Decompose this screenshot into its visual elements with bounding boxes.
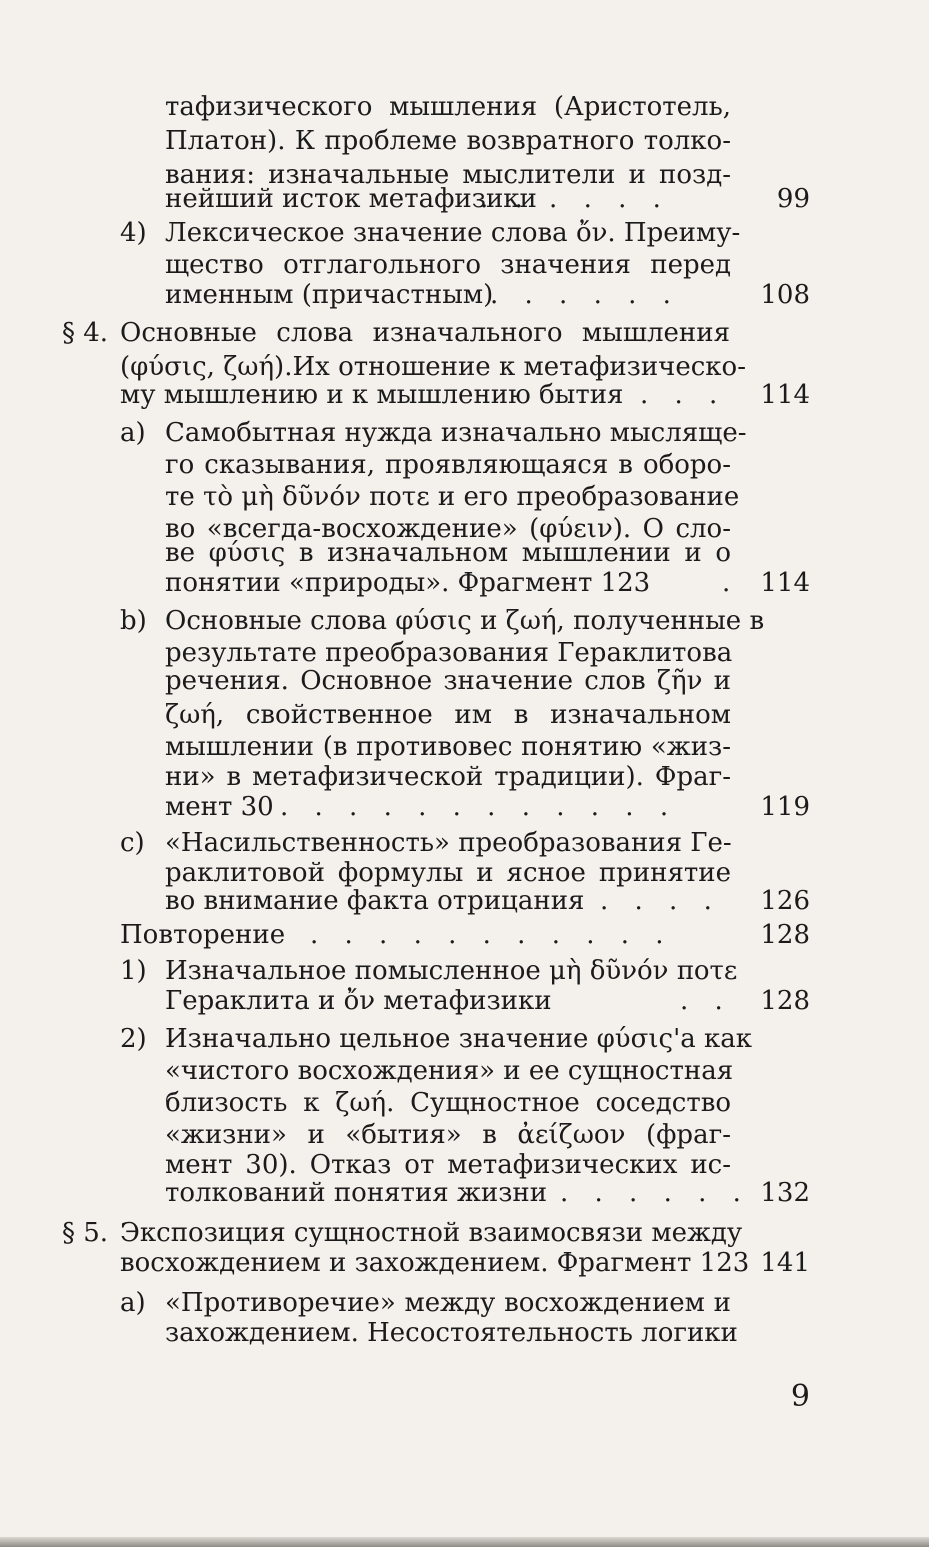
page-number: 132 <box>760 1178 810 1208</box>
toc-line: именным (причастным) <box>165 280 494 310</box>
page-number: 141 <box>760 1248 810 1278</box>
dot-leader: . . . . . . <box>490 280 680 310</box>
toc-line: Основные слова φύσις и ζωή, полученные в <box>165 606 765 636</box>
dot-leader: . . . . <box>600 886 721 916</box>
page-number: 114 <box>760 380 810 410</box>
page-bottom-edge <box>0 1537 929 1547</box>
toc-line: ве φύσις в изначальном мышлении и о <box>165 538 731 568</box>
dot-leader: . . . . . . . . . . . . <box>280 792 678 822</box>
toc-line: Самобытная нужда изначально мысляще- <box>165 418 747 448</box>
toc-line: ни» в метафизической традиции). Фраг- <box>165 762 731 792</box>
toc-line: Лексическое значение слова ὄν. Преиму- <box>165 218 741 248</box>
page-number: 114 <box>760 568 810 598</box>
page-number: 128 <box>760 986 810 1016</box>
section-label: § 4. <box>62 318 109 348</box>
toc-line: ζωή, свойственное им в изначальном <box>165 700 731 730</box>
item-label: a) <box>120 1288 146 1318</box>
toc-line: восхождением и захождением. Фрагмент 123 <box>120 1248 750 1278</box>
item-label: 2) <box>120 1024 147 1054</box>
toc-line: щество отглагольного значения перед <box>165 250 731 280</box>
dot-leader: . . . . . . <box>560 1178 750 1208</box>
page-number: 99 <box>776 184 810 214</box>
toc-line: «чистого восхождения» и ее сущностная <box>165 1056 734 1086</box>
page-number: 108 <box>760 280 810 310</box>
toc-line: му мышлению и к мышлению бытия <box>120 380 624 410</box>
item-label: 1) <box>120 956 147 986</box>
toc-line: мышлении (в противовес понятию «жиз- <box>165 732 731 762</box>
toc-line: «жизни» и «бытия» в ἀείζωον (фраг- <box>165 1120 731 1150</box>
page-number: 128 <box>760 920 810 950</box>
page-folio: 9 <box>790 1379 810 1414</box>
toc-line: Изначальное помысленное μὴ δῦνόν ποτε <box>165 956 738 986</box>
item-label: c) <box>120 828 145 858</box>
toc-line: речения. Основное значение слов ζῆν и <box>165 666 731 696</box>
item-label: b) <box>120 606 147 636</box>
toc-line: «Противоречие» между восхождением и <box>165 1288 731 1318</box>
toc-line: понятии «природы». Фрагмент 123 <box>165 568 651 598</box>
toc-line: мент 30). Отказ от метафизических ис- <box>165 1150 731 1180</box>
toc-line: Изначально цельное значение φύσις'а как <box>165 1024 753 1054</box>
item-label: 4) <box>120 218 147 248</box>
page-number: 126 <box>760 886 810 916</box>
toc-line: захождением. Несостоятельность логики <box>165 1318 738 1348</box>
dot-leader: . . . . . . <box>480 184 670 214</box>
toc-line: Платон). К проблеме возвратного толко- <box>165 126 731 156</box>
page-number: 119 <box>760 792 810 822</box>
item-label: a) <box>120 418 146 448</box>
toc-line: го сказывания, проявляющаяся в оборо- <box>165 450 731 480</box>
toc-line: Экспозиция сущностной взаимосвязи между <box>120 1218 743 1248</box>
toc-line: тафизического мышления (Аристотель, <box>165 92 731 122</box>
toc-line: Гераклита и ὄν метафизики <box>165 986 552 1016</box>
toc-line: результате преобразования Гераклитова <box>165 638 733 668</box>
toc-line: те τὸ μὴ δῦνόν ποτε и его преобразование <box>165 482 740 512</box>
dot-leader: . . . <box>640 380 727 410</box>
toc-line: (φύσις, ζωή).Их отношение к метафизическо- <box>120 352 746 382</box>
dot-leader: . . <box>680 986 732 1016</box>
toc-line: близость к ζωή. Сущностное соседство <box>165 1088 731 1118</box>
toc-line: во «всегда-восхождение» (φύειν). О сло- <box>165 514 731 544</box>
toc-line: вания: изначальные мыслители и позд- <box>165 160 731 190</box>
toc-line: Повторение <box>120 920 286 950</box>
toc-line: Основные слова изначального мышления <box>120 318 730 348</box>
toc-line: во внимание факта отрицания <box>165 886 585 916</box>
toc-line: мент 30 <box>165 792 274 822</box>
toc-line: толкований понятия жизни <box>165 1178 548 1208</box>
toc-line: нейший исток метафизики <box>165 184 537 214</box>
toc-line: раклитовой формулы и ясное принятие <box>165 858 731 888</box>
toc-line: «Насильственность» преобразования Ге- <box>165 828 732 858</box>
dot-leader: . . . . . . . . . . . <box>310 920 673 950</box>
section-label: § 5. <box>62 1218 109 1248</box>
dot-leader: . <box>722 568 740 598</box>
